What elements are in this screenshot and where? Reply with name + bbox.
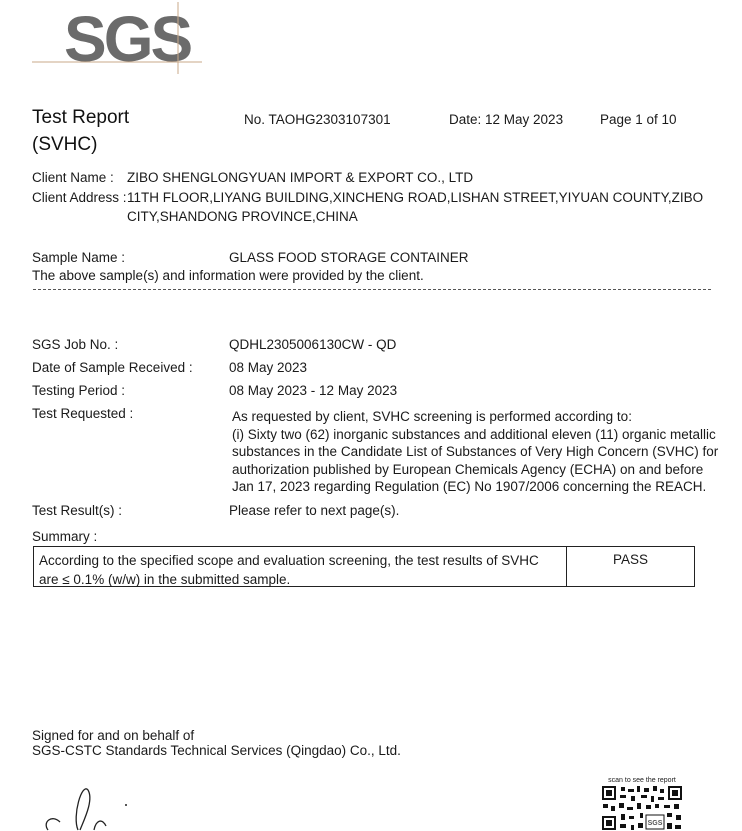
signed-on-behalf: Signed for and on behalf of bbox=[32, 728, 195, 743]
report-number: No. TAOHG2303107301 bbox=[244, 112, 391, 127]
report-date: Date: 12 May 2023 bbox=[449, 112, 564, 127]
test-requested-line: authorization published by European Chemicals Agency (ECHA) on and before bbox=[232, 461, 704, 477]
job-no-label: SGS Job No. : bbox=[32, 337, 119, 352]
page-indicator: Page 1 of 10 bbox=[600, 112, 677, 127]
qr-center-mark: SGS bbox=[647, 820, 663, 827]
test-requested-text bbox=[232, 408, 718, 496]
summary-text: According to the specified scope and evaluation screening, the test results of SVHC are ≤ 0.1% (w/w) in the submitted sample. bbox=[34, 547, 567, 586]
summary-result: PASS bbox=[612, 552, 648, 567]
client-name-value: ZIBO SHENGLONGYUAN IMPORT & EXPORT CO., LTD bbox=[127, 170, 474, 185]
summary-table bbox=[33, 546, 695, 587]
qr-caption: scan to see the report bbox=[608, 777, 676, 784]
test-result-label: Test Result(s) : bbox=[32, 503, 123, 518]
sample-received-label: Date of Sample Received : bbox=[32, 360, 193, 375]
test-requested-line: As requested by client, SVHC screening is performed according to: bbox=[232, 409, 632, 424]
sample-note: The above sample(s) and information were provided by the client. bbox=[32, 268, 424, 283]
client-address-label: Client Address : bbox=[32, 190, 127, 205]
client-address-line1: 11TH FLOOR,LIYANG BUILDING,XINCHENG ROAD,LISHAN STREET,YIYUAN COUNTY,ZIBO bbox=[127, 190, 704, 205]
report-subtitle: (SVHC) bbox=[32, 134, 98, 155]
test-result-value: Please refer to next page(s). bbox=[229, 503, 400, 518]
test-requested-line: Jan 17, 2023 regarding Regulation (EC) No 1907/2006 concerning the REACH. bbox=[232, 479, 707, 494]
divider bbox=[33, 289, 711, 290]
testing-period-value: 08 May 2023 - 12 May 2023 bbox=[229, 383, 398, 398]
signing-company: SGS-CSTC Standards Technical Services (Qingdao) Co., Ltd. bbox=[32, 743, 401, 758]
sample-name-value: GLASS FOOD STORAGE CONTAINER bbox=[229, 250, 469, 265]
sample-received-value: 08 May 2023 bbox=[229, 360, 308, 375]
test-requested-line: substances in the Candidate List of Substances of Very High Concern (SVHC) for bbox=[232, 444, 719, 459]
testing-period-label: Testing Period : bbox=[32, 383, 126, 398]
qr-code-icon bbox=[601, 785, 683, 831]
sgs-logo bbox=[30, 0, 202, 76]
handwritten-signature bbox=[38, 776, 138, 831]
sample-name-label: Sample Name : bbox=[32, 250, 126, 265]
report-title: Test Report bbox=[32, 107, 130, 128]
job-no-value: QDHL2305006130CW - QD bbox=[229, 337, 397, 352]
client-address-line2: CITY,SHANDONG PROVINCE,CHINA bbox=[127, 209, 358, 224]
client-name-label: Client Name : bbox=[32, 170, 114, 185]
test-requested-label: Test Requested : bbox=[32, 406, 134, 421]
report-qr-block[interactable] bbox=[601, 776, 683, 831]
test-requested-line: (i) Sixty two (62) inorganic substances and additional eleven (11) organic metallic bbox=[232, 426, 716, 442]
sgs-logo-text: SGS bbox=[64, 3, 191, 75]
summary-label: Summary : bbox=[32, 529, 98, 544]
